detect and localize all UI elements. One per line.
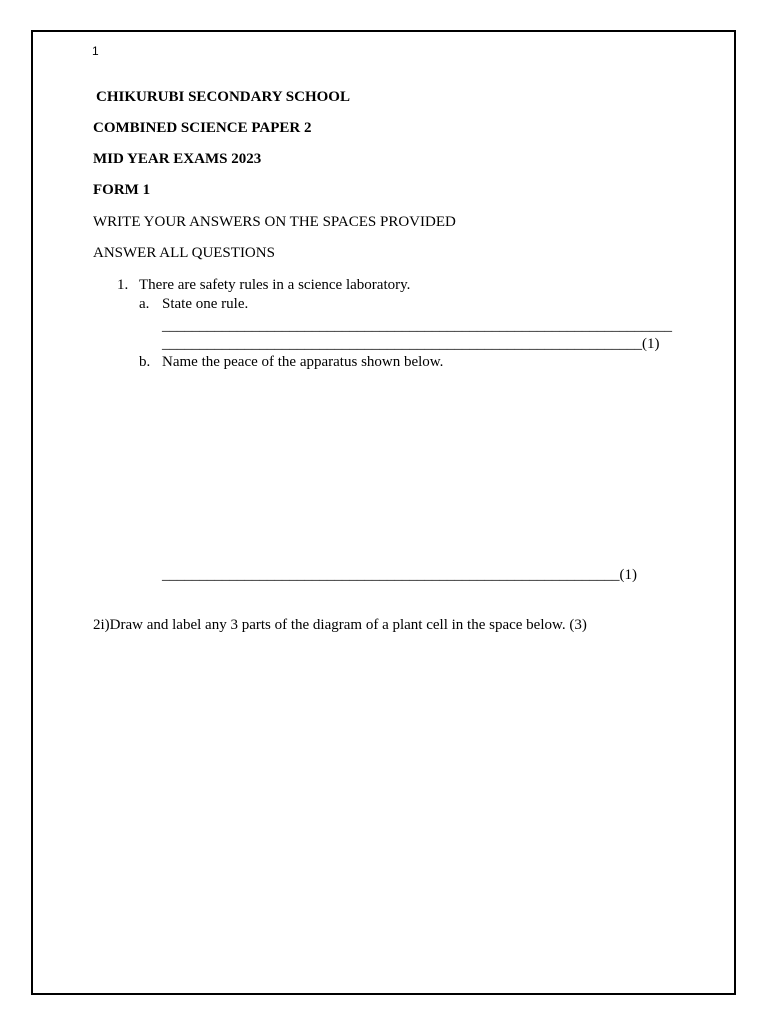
instruction-answer-all: ANSWER ALL QUESTIONS [93, 245, 275, 261]
answer-line-1b: _____________________________________________________________(1) [162, 567, 637, 583]
question-1a-text: State one rule. [162, 296, 249, 312]
question-2-text: 2i)Draw and label any 3 parts of the diagram of a plant cell in the space below. (3) [93, 617, 587, 633]
question-1a-letter: a. [139, 296, 150, 312]
answer-line-1a-1: ____________________________________________________________________ [162, 318, 672, 334]
question-1-number: 1. [117, 277, 129, 293]
page-border [31, 30, 736, 995]
question-1-text: There are safety rules in a science laboratory. [139, 277, 411, 293]
question-1b-text: Name the peace of the apparatus shown below. [162, 354, 444, 370]
subject-title: COMBINED SCIENCE PAPER 2 [93, 120, 312, 136]
page-number: 1 [92, 44, 99, 58]
question-1b-letter: b. [139, 354, 151, 370]
instruction-write: WRITE YOUR ANSWERS ON THE SPACES PROVIDED [93, 214, 456, 230]
exam-title: MID YEAR EXAMS 2023 [93, 151, 262, 167]
school-name: CHIKURUBI SECONDARY SCHOOL [96, 89, 350, 105]
form-label: FORM 1 [93, 182, 151, 198]
answer-line-1a-2: ________________________________________________________________(1) [162, 336, 660, 352]
